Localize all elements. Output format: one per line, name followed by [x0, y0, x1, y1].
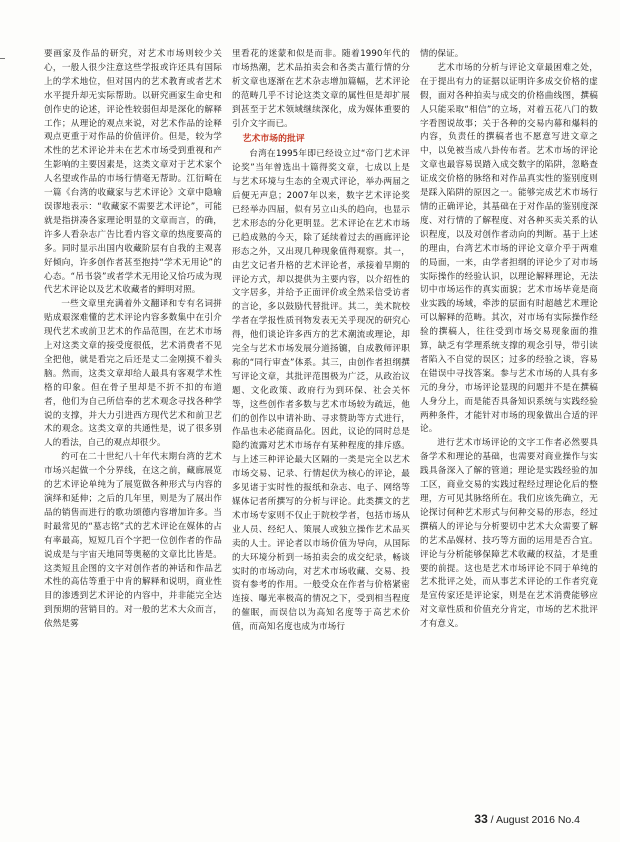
paragraph: 要画家及作品的研究，对艺术市场则较少关心，一般人很少注意这些学报或许还具有国际上的学术地位，但对国内的艺术教育或者艺术水平提升却无实际帮助。以研究画家生命史和创作史的论述，评论性较弱但却是深化的解释工作；从理论的观点来说，对艺术作品的诠释观点更重于对作品的价值评价。但是，较为学术性的艺术评论并未在艺术市场受到重视和产生影响的主要因素是，这类文章对于艺术家个人名望或作品的市场行情毫无帮助。江衍畸在一篇《台湾的收藏家与艺术评论》文章中隐喻误谬地表示：“收藏家不需要艺术评论”，可能就是指拼凑各家理论明显的文章而言，的确，许多人看杂志广告比看内容文章的热度要高的多。同时显示出国内收藏阶层有自我的主观喜好倾向，许多创作者甚至抱持“学术无用论”的心态。“吊书袋”或者学术无用论又恰巧成为现代艺术评论以及艺术收藏者的鲜明对照。	[44, 49, 222, 296]
margin-tick	[0, 58, 5, 59]
paragraph: 台湾在1995年即已经设立过“帝门艺术评论奖”当年曾选出十篇得奖文章，七成以上是与艺术环境与生态的全观式评论，举办两届之后便无声息；2007年以来，数字艺术评论奖已经举办四届，似有另立山头的趋向，也显示艺术形态的分化更明显。艺术评论在艺术市场已趋成熟的今天，除了延续着过去的画廊评论形态之外，又出现几种现象值得观察。其一，由艺文记者升格的艺术评论者，承接着早期的评论方式，却以提供为主要内容，以介绍性的文字居多，并给予正面评价或全然采信受访者的言论，多以鼓励代替批评。其二，美术院校学者在学报性质刊物发表无关乎现况的研究心得，他们谈论许多西方的艺术潮流或理论，却完全与艺术市场发展分道扬镳，自成教师评职称的“同行审查”体系。其三，由创作者担纲撰写评论文章，其批评范围极为广泛，从政治议题、文化政策、政府行为到环保、社会关怀等，这些创作者多数与艺术市场较为疏远，他们的创作以申请补助、寻求赞助等方式进行，作品也未必能商品化。因此，议论的同时总是隐约流露对艺术市场存有某种程度的排斥感。与上述三种评论最大区隔的一类是完全以艺术市场交易、记录、行情起伏为核心的评论，最多见诸于实时性的报纸和杂志、电子、网络等媒体记者所撰写的分析与评论。此类撰文的艺术市场专家则不仅止于院校学者，包括市场从业人员、经纪人、策展人或独立操作艺术品买卖的人士。评论者以市场价值为导向，从国际的大环境分析到一场拍卖会的成交纪录，畅谈实时的市场动向，对艺术市场收藏、交易、投资有参考的作用。一般受众在作者与价格紧密连接、曝光率极高的情况之下，受到相当程度的催眠，而误信以为高知名度等于高艺术价值，而高知名度也成为市场行	[232, 149, 410, 633]
article-column-3	[420, 48, 598, 768]
paragraph: 约可在二十世纪八十年代末期台湾的艺术市场兴起做一个分界线，在这之前，藏廊展览的艺术评论单纯为了展览做各种形式与内容的演绎和延伸；之后的几年里，则是为了展出作品的销售而进行的歌功颂德内容增加许多。当时最常见的“墓志铭”式的艺术评论在媒体的占有率最高，短短几百个字把一位创作者的作品说成是与宇宙天地同等奥秘的文章比比皆是。这类短且企图的文字对创作者的神话和作品艺术性的高估等重于中肯的解释和说明，商业性目的渗透到艺术评论的内容中，并非能完全达到预期的营销目的。对一般的艺术大众而言，依然是雾	[44, 452, 222, 630]
page-number: 33	[474, 812, 488, 826]
article-column-1	[44, 48, 222, 768]
paragraph: 一些文章里充满着外文翻译和专有名词拼贴成艰深难懂的艺术评论内容多数集中在引介现代艺术或前卫艺术的作品范围，在艺术市场上对这类文章的接受度很低，艺术消费者不见全把他，就是看完之后还是丈二金刚摸不着头脑。然而，这类文章却给人最具有客观学术性格的印象。但在骨子里却是不折不扣的布道者，他们为自己所信奉的艺术观念寻找各种学说的支撑，并大力引进西方现代艺术和前卫艺术的观念。这类文章的共通性是，说了很多别人的看法，自己的观点却很少。	[44, 299, 222, 449]
issue-label: August 2016 No.4	[495, 814, 580, 826]
paragraph: 进行艺术市场评论的文字工作者必然要具备学术和理论的基础，也需要对商业操作与实践具备深入了解的管道；理论是实践经验的加工区，商业交易的实践过程经过理论化后的整理，方可见其脉络所在。我们应该先确立，无论探讨何种艺术形式与何种交易的形态，经过撰稿人的评论与分析要切中艺术大众需要了解的艺术品媒材、技巧等方面的运用是否合宜。评论与分析能够保障艺术收藏的权益，才是重要的前提。这也是艺术市场评论不同于单纯的艺术批评之处，而从事艺术评论的工作者究竟是宣传家还是评论家，则是在艺术消费能够应对文章性质和价值充分肯定，市场的艺术批评才有意义。	[420, 438, 598, 630]
page-footer	[474, 812, 580, 826]
paragraph: 艺术市场的分析与评论文章最困难之处，在于提出有力的证据以证明许多成交价格的虚假，面对各种拍卖与成交的价格曲线图，撰稿人只能采取“相信”的立场，对着五花八门的数字看图说故事；关于各种的交易内幕和爆料的内容，负责任的撰稿者也不愿意写进文章之中，以免被当成八卦传布者。艺术市场的评论文章也最容易误踏入成交数字的陷阱，忽略查证成交价格的脉络和对作品真实性的鉴别度则是踩入陷阱的原因之一。能够完成艺术市场行情的正确评论，其基础在于对作品的鉴别度深度、对行情的了解程度、对各种买卖关系的认识程度，以及对创作者动向的判断。基于上述的理由，台湾艺术市场的评论文章介乎于两难的局面，一来，由学者担纲的评论少了对市场实际操作的经验认识，以理论解释理论，无法切中市场运作的真实面貌；艺术市场毕竟是商业实践的场域，牵涉的层面有时超越艺术理论可以解释的范畴。其次，对市场有实际操作经验的撰稿人，往往受到市场交易现象面的推算，缺乏有学理系统支撑的观念引导，带引读者陷入不自觉的误区；过多的经验之谈，容易在错误中寻找答案。参与艺术市场的人具有多元的身分，市场评论显现的问题并不是在撰稿人身分上，而是能否具备知识系统与实践经验两种条件，才能针对市场的现象做出合适的评论。	[420, 62, 598, 435]
footer-separator: /	[487, 814, 496, 826]
article-column-2	[232, 48, 410, 768]
paragraph: 情的保证。	[420, 49, 464, 59]
paragraph: 里看花的迷蒙和似是而非。随着1990年代的市场热潮，艺术品拍卖会和各类古董行情的分析文章也逐渐在艺术杂志增加篇幅，艺术评论的范畴几乎不讨论这类文章的属性但是却扩展到甚至于艺术领域继续深化，成为媒体重要的引介文字而已。	[232, 49, 410, 129]
section-heading: 艺术市场的批评	[242, 134, 305, 145]
